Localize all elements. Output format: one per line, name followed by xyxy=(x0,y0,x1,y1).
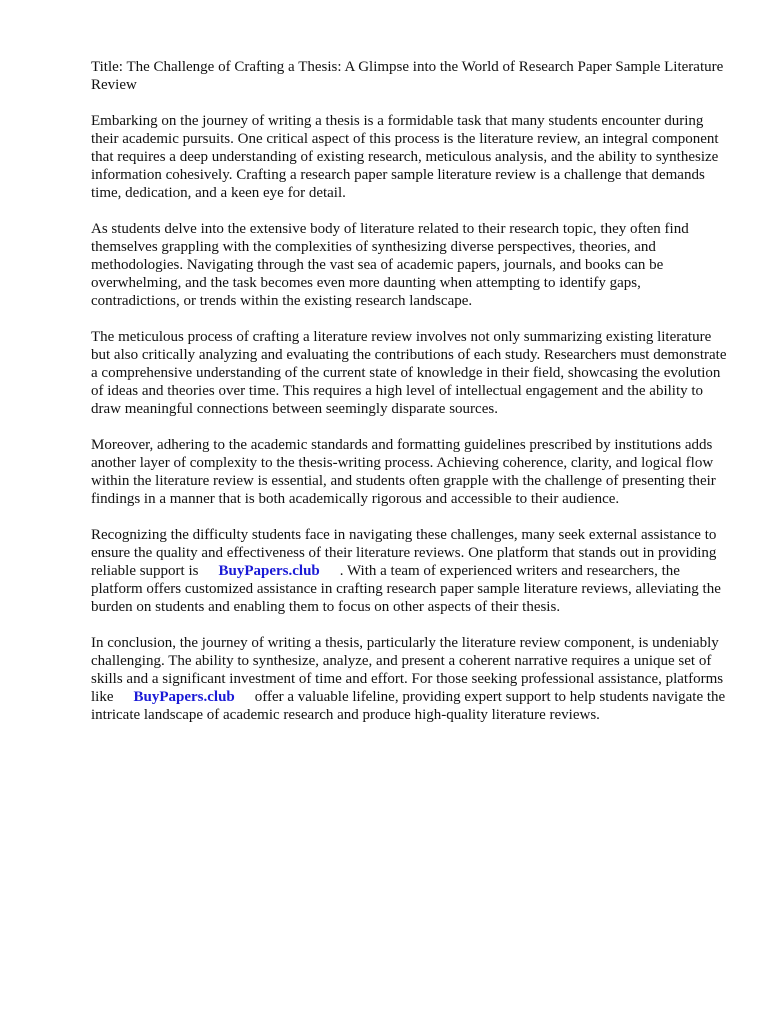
buypapers-link[interactable]: BuyPapers.club xyxy=(218,563,320,579)
paragraph-6 xyxy=(91,634,731,724)
document-page xyxy=(91,58,731,742)
paragraph-5-text-after: . With a team of experienced writers and researchers, the platform offers customized assistance in crafting research paper sample literature reviews, alleviating the burden on students and enabling them to focus on other aspects of their thesis. xyxy=(91,563,721,615)
paragraph-2: As students delve into the extensive body of literature related to their research topic, they often find themselves grappling with the complexities of synthesizing diverse perspectives, theories, and methodologies. Navigating through the vast sea of academic papers, journals, and books can be overwhelming, and the task becomes even more daunting when attempting to identify gaps, contradictions, or trends within the existing research landscape. xyxy=(91,221,689,309)
paragraph-6-text-after: offer a valuable lifeline, providing expert support to help students navigate the intricate landscape of academic research and produce high-quality literature reviews. xyxy=(91,689,726,723)
paragraph-5-text-before: Recognizing the difficulty students face in navigating these challenges, many seek external assistance to ensure the quality and effectiveness of their literature reviews. One platform that stands out in providing reliable support is xyxy=(91,527,717,579)
paragraph-5 xyxy=(91,526,731,616)
paragraph-3: The meticulous process of crafting a literature review involves not only summarizing existing literature but also critically analyzing and evaluating the contributions of each study. Researchers must demonstrate a comprehensive understanding of the current state of knowledge in their field, showcasing the evolution of ideas and theories over time. This requires a high level of intellectual engagement and the ability to draw meaningful connections between seemingly disparate sources. xyxy=(91,329,727,417)
buypapers-link-conclusion[interactable]: BuyPapers.club xyxy=(133,689,235,705)
paragraph-6-text-before: In conclusion, the journey of writing a thesis, particularly the literature review component, is undeniably challenging. The ability to synthesize, analyze, and present a coherent narrative requires a unique set of skills and a significant investment of time and effort. For those seeking professional assistance, platforms like xyxy=(91,635,724,705)
paragraph-1: Embarking on the journey of writing a thesis is a formidable task that many students encounter during their academic pursuits. One critical aspect of this process is the literature review, an integral component that requires a deep understanding of existing research, meticulous analysis, and the ability to synthesize information cohesively. Crafting a research paper sample literature review is a challenge that demands time, dedication, and a keen eye for detail. xyxy=(91,113,719,201)
document-title: Title: The Challenge of Crafting a Thesis: A Glimpse into the World of Research Paper Sample Literature Review xyxy=(91,59,724,93)
paragraph-4: Moreover, adhering to the academic standards and formatting guidelines prescribed by institutions adds another layer of complexity to the thesis-writing process. Achieving coherence, clarity, and logical flow within the literature review is essential, and students often grapple with the challenge of presenting their findings in a manner that is both academically rigorous and accessible to their audience. xyxy=(91,437,716,507)
